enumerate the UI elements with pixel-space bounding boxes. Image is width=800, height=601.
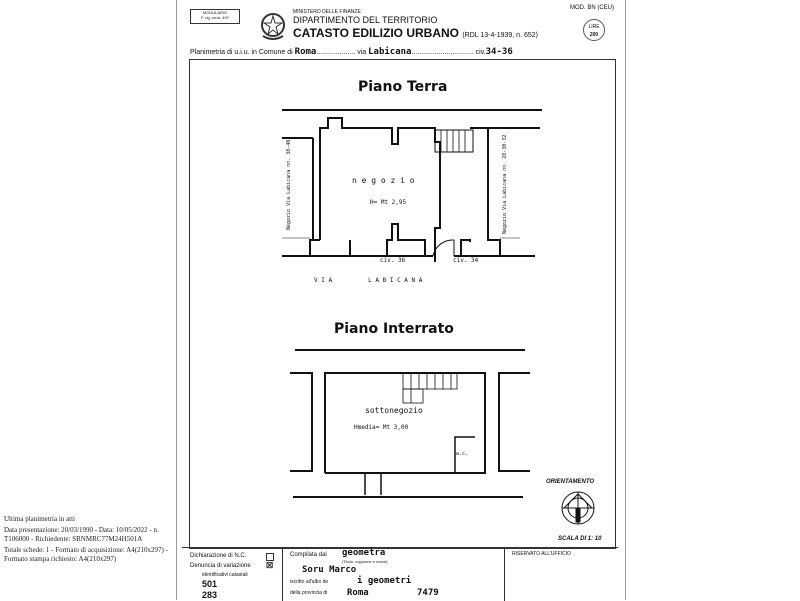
modulario-box: MODULARIO F. rig. rend. 497 [190,9,240,24]
department-label: DIPARTIMENTO DEL TERRITORIO [293,15,438,25]
ministry-label: MINISTERO DELLE FINANZE [293,9,361,15]
scale-label: SCALA DI 1: 10 [558,536,602,542]
orientation-label: ORIENTAMENTO [546,479,595,485]
variation-checkbox-checked[interactable]: ☒ [266,561,274,570]
basement-title: Piano Interrato [334,321,454,337]
foglio-value: 501 [202,579,218,589]
basement-plan [285,345,555,505]
civ34-label: civ. 34 [453,257,479,264]
albo-value: i geometri [357,576,412,586]
ground-floor-title: Piano Terra [358,79,448,95]
province-value: Roma [347,588,369,598]
overlay-line-2: Data presentazione: 20/03/1990 - Data: 10/05/2022 - n. T106000 - Richiedente: SRNMRC77M24H501A [4,526,159,543]
basement-height-label: Hmedia= Mt 3,00 [354,424,409,431]
model-code: MOD. BN (CEU) [570,5,614,11]
nc-label: Dichiarazione di N.C. [190,553,247,559]
wc-label: w.c. [456,451,469,457]
compiled-by-label: Compilata dal [290,552,327,558]
right-neighbor-label: Negozio Via Labicana nn. 28-30-32 [502,134,508,234]
overlay-notes [4,515,170,566]
nc-checkbox[interactable] [266,553,274,561]
basement-room-label: sottonegozio [365,406,423,415]
left-neighbor-label: Negozio Via Labicana nn. 38-40 [286,139,292,230]
registered-label: iscritto all'albo de [290,579,329,585]
reserved-label: RISERVATO ALL'UFFICIO [512,551,571,557]
profession-value: geometra [342,548,386,558]
province-label: della provincia di [290,590,328,596]
identifiers-label: identificativi catastali [202,572,248,578]
ground-room-label: n e g o z i o [352,176,415,185]
footer-form [182,547,618,601]
variation-label: Denuncia di variazione [190,563,251,569]
document-title: CATASTO EDILIZIO URBANO (RDL 13-4-1939, n. 652) [293,26,538,40]
overlay-line-3: Totale schede: 1 - Formato di acquisizione: A4(210x297) - Formato stampa richiesto: A4(210x297) [4,546,168,563]
compiler-name: Soru Marco [302,565,357,575]
particella-value: 283 [202,590,218,600]
lire-stamp: LIRE 200 [583,19,605,41]
street-label: V I A L A B I C A N A [314,277,423,284]
compass-icon [560,490,596,526]
ground-floor-plan [280,100,560,270]
republic-emblem-icon [258,10,288,42]
planimetry-line: Planimetria di u.i.u. in Comune di Roma.................... via Labicana................................ civ.34-36 [190,47,513,57]
civ36-label: civ. 36 [380,257,406,264]
register-number: 7479 [417,588,439,598]
ground-height-label: H= Mt 2,95 [370,199,407,206]
overlay-line-1: Ultima planimetria in atti [4,515,75,523]
name-hint: (Titolo, cognome e nome) [342,559,388,564]
